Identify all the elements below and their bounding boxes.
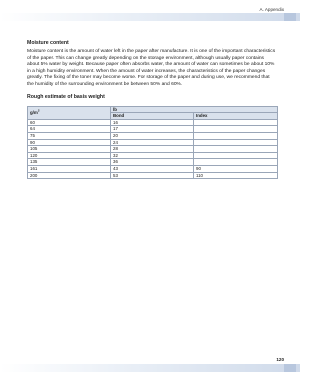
page-number: 120 <box>276 357 284 362</box>
table-row <box>28 139 278 146</box>
section-paragraph: Moisture content is the amount of water left in the paper after manufacture. It is one of the important characteristics of the paper. This can change greatly depending on the storage environment, although usually paper contains about 5% water by weight. Because paper often absorbs water, the amount of water can sometimes be about 10% in a high humidity environment. When the amount of water increases, the characteristics of the paper changes greatly. The fixing of the toner may become worse. For storage of the paper and during use, we recommend that the humidity of the surrounding environment be between 50% and 60%. <box>27 49 276 87</box>
cell-gsm: 90 <box>28 139 111 146</box>
table-title: Rough estimate of basis weight <box>27 93 105 100</box>
cell-index <box>194 152 278 159</box>
header-gsm-label: g/m <box>30 109 38 115</box>
section-title: Moisture content <box>27 40 69 46</box>
cell-index: 110 <box>194 172 278 179</box>
cell-gsm: 135 <box>28 159 111 166</box>
cell-bond: 24 <box>111 139 194 146</box>
header-lb: lb <box>111 106 278 113</box>
cell-gsm: 105 <box>28 146 111 153</box>
running-header: A. Appendix <box>259 7 284 12</box>
table-row <box>28 172 278 179</box>
page-content <box>27 40 277 179</box>
header-gsm <box>28 106 111 119</box>
cell-index <box>194 132 278 139</box>
table-row <box>28 132 278 139</box>
cell-index <box>194 139 278 146</box>
cell-bond: 53 <box>111 172 194 179</box>
cell-bond: 36 <box>111 159 194 166</box>
cell-bond: 16 <box>111 119 194 126</box>
cell-gsm: 200 <box>28 172 111 179</box>
cell-gsm: 161 <box>28 165 111 172</box>
table-row <box>28 119 278 126</box>
cell-gsm: 75 <box>28 132 111 139</box>
cell-bond: 17 <box>111 126 194 133</box>
table-row <box>28 152 278 159</box>
cell-index: 90 <box>194 165 278 172</box>
table-row <box>28 165 278 172</box>
table-row <box>28 126 278 133</box>
cell-index <box>194 159 278 166</box>
header-band-tab <box>284 13 296 21</box>
header-band <box>0 13 300 21</box>
header-index: Index <box>194 113 278 120</box>
table-header-row <box>28 106 278 113</box>
cell-index <box>194 119 278 126</box>
cell-gsm: 64 <box>28 126 111 133</box>
basis-weight-table <box>27 106 278 180</box>
footer-band-tab <box>284 364 296 372</box>
cell-gsm: 60 <box>28 119 111 126</box>
cell-index <box>194 126 278 133</box>
header-gsm-superscript: 2 <box>37 108 40 113</box>
table-row <box>28 159 278 166</box>
header-bond: Bond <box>111 113 194 120</box>
cell-bond: 28 <box>111 146 194 153</box>
cell-bond: 20 <box>111 132 194 139</box>
cell-index <box>194 146 278 153</box>
cell-bond: 43 <box>111 165 194 172</box>
footer-band <box>0 364 300 372</box>
cell-gsm: 120 <box>28 152 111 159</box>
cell-bond: 32 <box>111 152 194 159</box>
table-row <box>28 146 278 153</box>
